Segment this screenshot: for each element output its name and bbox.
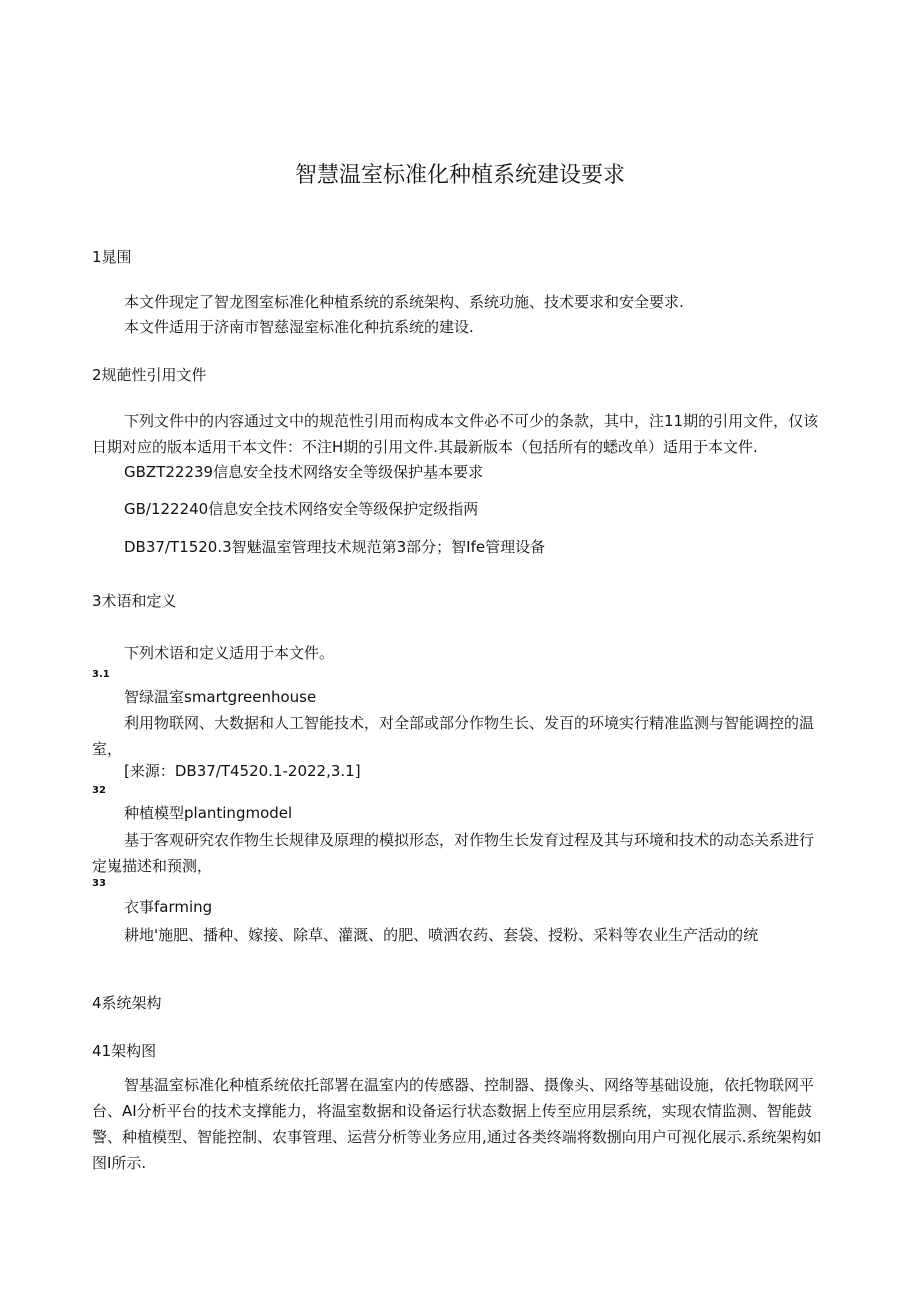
- term-2-number: 32: [92, 785, 106, 796]
- term-1-source: [来源：DB37/T4520.1-2022,3.1]: [124, 762, 361, 780]
- section-3-intro: 下列术语和定义适用于本文件。: [124, 644, 335, 662]
- reference-1: GBZT22239信息安全技术网络安全等级保护基本要求: [124, 463, 484, 481]
- term-3-definition: 耕地'施肥、播种、嫁接、除草、灌溉、的肥、喷洒农药、套袋、授粉、采料等农业生产活动的统: [124, 926, 759, 944]
- section-1-paragraph-1: 本文件现定了智龙图室标准化种植系统的系统架构、系统功施、技术要求和安全要求.: [124, 293, 684, 311]
- section-4-1-paragraph: 智基温室标准化种植系统依托部署在温室内的传感器、控制器、摄像头、网络等基础设施，依托物联网平台、AI分析平台的技术支撑能力，将温室数据和设备运行状态数据上传至应用层系统，实现农情监测、智能鼓警、种植模型、智能控制、农事管理、运营分析等业务应用,通过各类终端将数捌向用户可视化展示.系统架构如图I所示.: [92, 1076, 822, 1172]
- reference-2: GB/122240信息安全技术网络安全等级保护定级指两: [124, 500, 479, 518]
- section-1-paragraph-2: 本文件适用于济南市智慈湿室标准化种抗系统的建设.: [124, 318, 474, 336]
- term-2-definition: 基于客观研究农作物生长规律及原理的模拟形态，对作物生长发育过程及其与环境和技术的动态关系进行定嵬描述和预测，: [92, 831, 815, 875]
- document-title: 智慧温室标准化种植系统建设要求: [294, 163, 625, 188]
- section-4-1-heading: 41架构图: [92, 1042, 157, 1060]
- term-1-definition: 利用物联网、大数据和人工智能技术，对全部或部分作物生长、发百的环境实行精准监测与智能调控的温室，: [92, 714, 815, 758]
- section-1-heading: 1晁围: [92, 248, 132, 266]
- term-1-number: 3.1: [92, 669, 110, 680]
- term-3-number: 33: [92, 878, 106, 889]
- term-3-name: 衣事farming: [124, 898, 213, 916]
- section-2-intro: 下列文件中的内容通过文中的规范性引用而构成本文件必不可少的条款，其中，注11期的引用文件，仅该日期对应的版本适用干本文件：不注H期的引用文件.其最新版本（包括所有的蟋改单）适用于本文件.: [92, 412, 819, 456]
- reference-3: DB37/T1520.3智魅温室管理技术规范第3部分；智Ife管理设备: [124, 538, 546, 556]
- section-4-heading: 4系统架构: [92, 994, 162, 1012]
- term-2-name: 种植模型plantingmodel: [124, 804, 293, 822]
- section-3-heading: 3术语和定义: [92, 592, 177, 610]
- term-1-name: 智绿温室smartgreenhouse: [124, 688, 317, 706]
- section-2-heading: 2规葩性引用文件: [92, 366, 207, 384]
